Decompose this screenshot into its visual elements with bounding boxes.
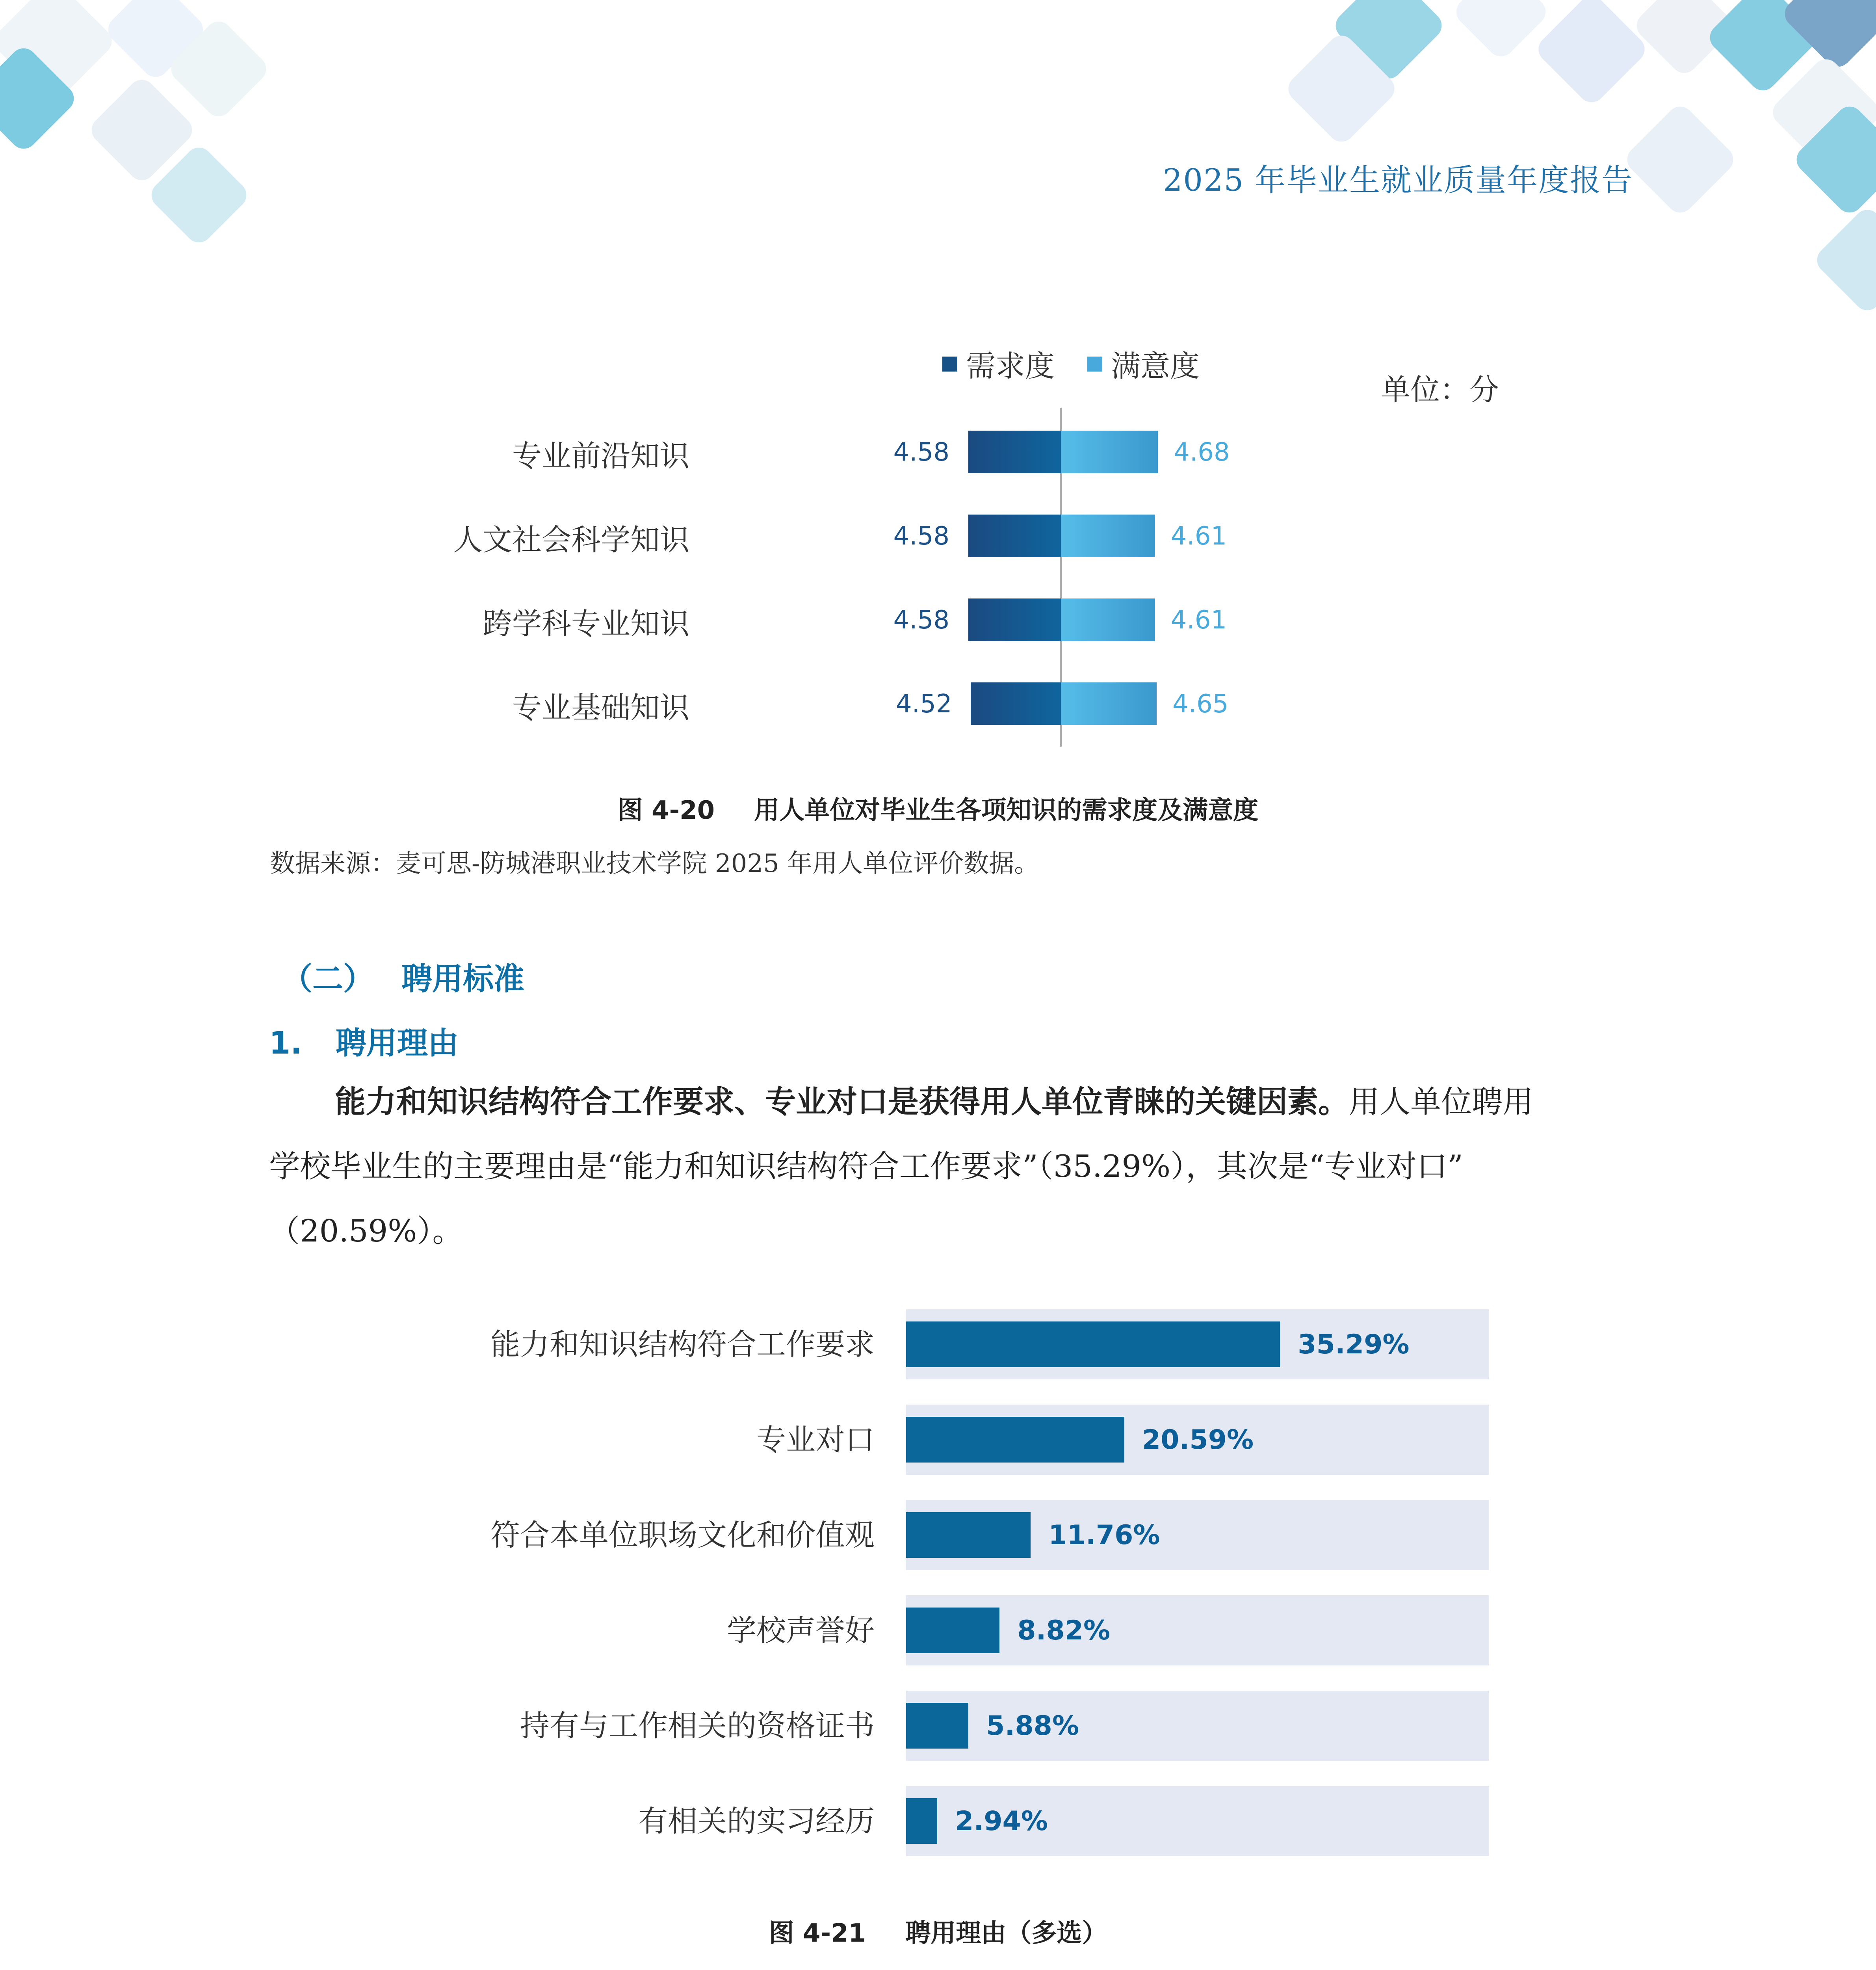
chart1-value-demand: 4.58 [893, 522, 950, 551]
chart2-bar [906, 1608, 999, 1653]
chart2-bar [906, 1321, 1280, 1367]
legend-label-demand: 需求度 [966, 349, 1055, 383]
chart2-value-label: 35.29% [1298, 1329, 1410, 1360]
chart2-value-label: 20.59% [1142, 1424, 1254, 1455]
chart1-category-label: 人文社会科学知识 [453, 522, 689, 557]
figure-caption-num-2: 图 4-21 [769, 1919, 866, 1948]
chart2-category-label: 持有与工作相关的资格证书 [520, 1708, 875, 1743]
legend-label-satisfaction: 满意度 [1111, 349, 1200, 383]
header-title: 2025 年毕业生就业质量年度报告 [1163, 163, 1633, 198]
section-heading-num: （二） [282, 961, 374, 997]
chart2-value-label: 2.94% [955, 1806, 1048, 1837]
chart1-category-label: 专业基础知识 [512, 690, 689, 725]
chart1-value-satisfaction: 4.65 [1172, 690, 1229, 719]
source-note-1: 数据来源：麦可思-防城港职业技术学院 2025 年用人单位评价数据。 [270, 849, 1040, 878]
chart2-category-label: 能力和知识结构符合工作要求 [490, 1327, 875, 1362]
chart2-bar [906, 1703, 968, 1749]
chart2-value-label: 8.82% [1017, 1615, 1111, 1646]
chart1-value-demand: 4.58 [893, 606, 950, 635]
chart1-value-satisfaction: 4.61 [1170, 522, 1227, 551]
figure-caption-4-21 [0, 1913, 1876, 1949]
source-note-2 [270, 1966, 1039, 1970]
subsection-heading-text: 聘用理由 [335, 1026, 459, 1061]
chart2-category-label: 专业对口 [756, 1422, 875, 1457]
chart1-value-satisfaction: 4.68 [1174, 438, 1230, 467]
chart2-bar [906, 1798, 937, 1844]
chart-unit-label: 单位：分 [1381, 372, 1499, 407]
chart2-category-label: 学校声誉好 [726, 1613, 875, 1648]
chart1-value-demand: 4.58 [893, 438, 950, 467]
figure-caption-text: 用人单位对毕业生各项知识的需求度及满意度 [754, 796, 1259, 825]
chart1-category-label: 跨学科专业知识 [482, 606, 689, 641]
chart1-category-label: 专业前沿知识 [512, 439, 689, 473]
chart1-value-demand: 4.52 [896, 690, 952, 719]
figure-caption-text-2: 聘用理由（多选） [905, 1919, 1107, 1948]
paragraph-line-3: （20.59%）。 [269, 1214, 463, 1249]
chart2-value-label: 11.76% [1048, 1520, 1160, 1551]
chart2-category-label: 有相关的实习经历 [638, 1804, 875, 1838]
subsection-heading-num: 1. [269, 1026, 302, 1061]
paragraph-line-1-rest: 用人单位聘用 [1349, 1084, 1534, 1120]
section-heading-text: 聘用标准 [401, 961, 525, 997]
chart2-bar [906, 1512, 1031, 1558]
chart2-value-label: 5.88% [986, 1710, 1079, 1741]
chart1-value-satisfaction: 4.61 [1170, 606, 1227, 635]
chart2-category-label: 符合本单位职场文化和价值观 [490, 1518, 875, 1552]
paragraph-line-2: 学校毕业生的主要理由是“能力和知识结构符合工作要求”（35.29%），其次是“专业对口” [269, 1149, 1463, 1184]
paragraph-bold-lead: 能力和知识结构符合工作要求、专业对口是获得用人单位青睐的关键因素。 [335, 1084, 1349, 1120]
figure-caption-num: 图 4-20 [617, 796, 715, 825]
chart2-bar [906, 1417, 1124, 1463]
